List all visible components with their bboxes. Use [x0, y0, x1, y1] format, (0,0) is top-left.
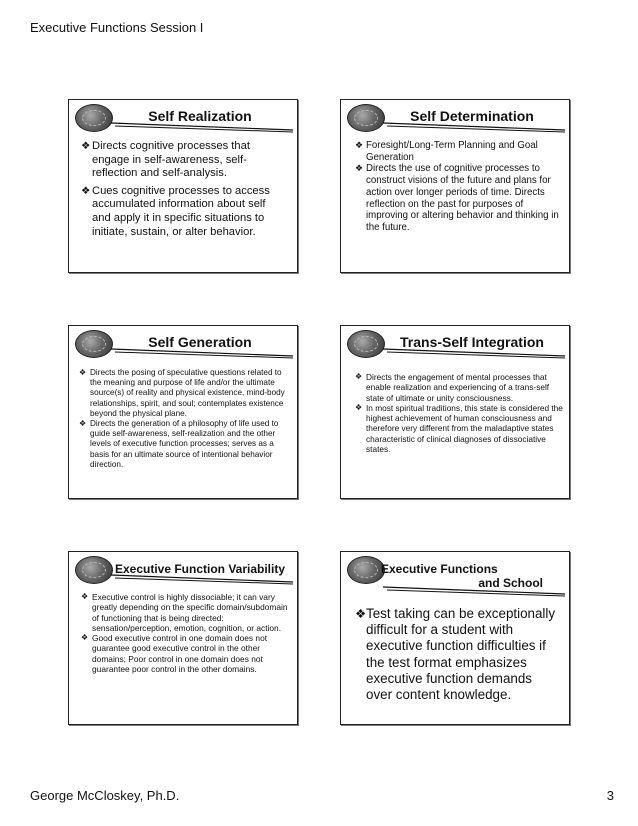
- list-item: ❖ Good executive control in one domain does not guarantee good executive control in the other domains; Poor control in one domain does not guarantee poor control in the other domains.: [81, 633, 291, 674]
- slide-self-generation: [68, 325, 298, 499]
- slide-title: Trans-Self Integration: [400, 334, 544, 350]
- list-item: ❖ In most spiritual traditions, this state is considered the highest achievement of human consciousness and therefore very different from the maladaptive states characteristic of clinical diagnoses of dissociative states.: [355, 403, 563, 454]
- bullet-list: [81, 140, 287, 243]
- list-item: ❖ Directs the use of cognitive processes to construct visions of the future and plans for action over longer periods of time. Directs reflection on the past for purposes of improving or altering behavior and thinking in the future.: [355, 163, 561, 233]
- bullet-list: [355, 140, 561, 234]
- title-underline: [107, 572, 293, 590]
- list-item: ❖ Foresight/Long-Term Planning and Goal Generation: [355, 140, 561, 163]
- list-item: ❖ Cues cognitive processes to access accumulated information about self and apply it in specific situations to initiate, sustain, or alter behavior.: [81, 185, 287, 239]
- title-underline: [379, 120, 565, 138]
- slide-title: Self Realization: [148, 108, 252, 124]
- slide-executive-functions-and-school: [340, 551, 570, 725]
- footer-author: George McCloskey, Ph.D.: [30, 788, 180, 803]
- slide-title: Executive Functions: [381, 562, 498, 576]
- slide-title: Self Generation: [148, 334, 252, 350]
- slide-title: Self Determination: [410, 108, 534, 124]
- bullet-list: [81, 592, 291, 674]
- list-item: ❖ Executive control is highly dissociable; it can vary greatly depending on the specific domain/subdomain of functioning that is being directed: sensation/perception, emotion, cognition, or action.: [81, 592, 291, 633]
- title-underline: [107, 346, 293, 364]
- document-header: Executive Functions Session I: [30, 20, 204, 35]
- slide-self-realization: [68, 99, 298, 273]
- bullet-list: [355, 372, 563, 454]
- title-underline: [379, 346, 565, 364]
- bullet-list: [355, 606, 561, 703]
- slide-trans-self-integration: [340, 325, 570, 499]
- title-underline: [107, 120, 293, 138]
- list-item: ❖ Directs the generation of a philosophy of life used to guide self-awareness, self-realization and the other levels of executive function processes; serves as a basis for an ultimate source of intentional behavior direction.: [79, 419, 291, 470]
- list-item: ❖ Test taking can be exceptionally difficult for a student with executive function difficulties if the test format emphasizes executive function demands over content knowledge.: [355, 606, 561, 703]
- slide-title-line2: and School: [478, 576, 543, 590]
- slide-title: Executive Function Variability: [114, 562, 286, 576]
- brain-icon: [347, 556, 385, 584]
- slide-self-determination: [340, 99, 570, 273]
- page-number: 3: [606, 788, 614, 803]
- list-item: ❖ Directs cognitive processes that engage in self-awareness, self-reflection and self-analysis.: [81, 140, 287, 181]
- list-item: ❖ Directs the engagement of mental processes that enable realization and experiencing of a trans-self state of ultimate or unity consciousness.: [355, 372, 563, 403]
- list-item: ❖ Directs the posing of speculative questions related to the meaning and purpose of life and/or the ultimate source(s) of reality and physical existence, mind-body relationships, spirit, and soul; contemplates existence beyond the physical plane.: [79, 368, 291, 419]
- bullet-list: [79, 368, 291, 470]
- title-underline: [379, 584, 565, 602]
- slide-executive-function-variability: [68, 551, 298, 725]
